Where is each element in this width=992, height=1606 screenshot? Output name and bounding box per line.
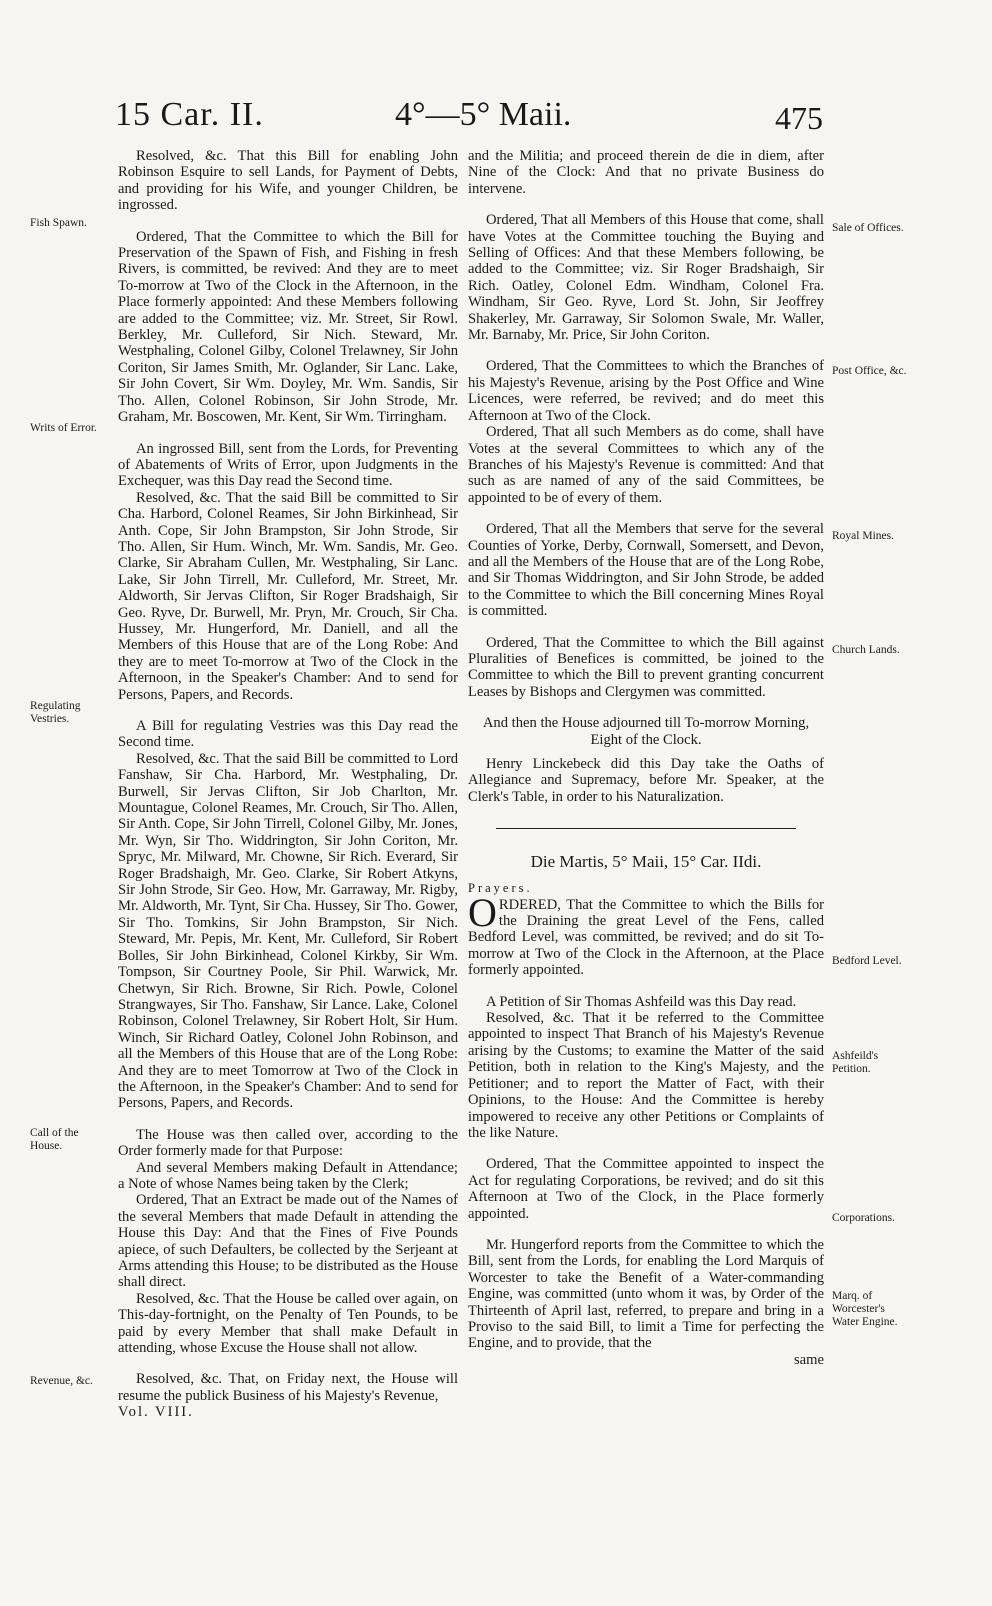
page-number: 475 bbox=[775, 100, 823, 136]
paragraph-text: RDERED, That the Committee to which the Bills for the Draining the great Level of the Fens, called Bedford Level, was committed, be revived; and do sit To-morrow at Two of the Clock in the Afternoon, at the Place formerly appointed. bbox=[468, 896, 824, 979]
paragraph: And several Members making Default in Attendance; a Note of whose Names being taken by the Clerk; bbox=[118, 1159, 458, 1192]
margin-note: Corporations. bbox=[832, 1212, 895, 1224]
left-column bbox=[118, 148, 458, 1421]
paragraph: Resolved, &c. That the House be called over again, on This-day-fortnight, on the Penalty of Ten Pounds, to be paid by every Member that shall make Default in attending, whose Excuse the House shall not allow. bbox=[118, 1290, 458, 1357]
day-heading: Die Martis, 5° Maii, 15° Car. IIdi. bbox=[530, 852, 762, 872]
paragraph: Resolved, &c. That this Bill for enabling John Robinson Esquire to sell Lands, for Payment of Debts, and providing for his Wife, and younger Children, be ingrossed. bbox=[118, 148, 458, 214]
paragraph: Ordered, That the Committees to which the Branches of his Majesty's Revenue, arising by the Post Office and Wine Licences, were referred, be revived; and do meet this Afternoon at Two of the Clock. bbox=[468, 358, 824, 424]
paragraph: Ordered, That an Extract be made out of the Names of the several Members that made Default in attending the House this Day: And that the Fines of Five Pounds apiece, of such Defaulters, be collected by the Serjeant at Arms attending this House; to be distributed as the House shall direct. bbox=[118, 1192, 458, 1291]
paragraph: Ordered, That all Members of this House that come, shall have Votes at the Committee touching the Buying and Selling of Offices: And that these Members following, be added to the Committee; viz. Sir Roger Bradshaigh, Sir Rich. Oatley, Colonel Edm. Windham, Colonel Fra. Windham, Sir Geo. Ryve, Lord St. John, Sir Jeoffrey Shakerley, Mr. Garraway, Sir Solomon Swale, Mr. Waller, Mr. Barnaby, Mr. Price, Sir John Coriton. bbox=[468, 212, 824, 344]
paragraph: Resolved, &c. That the said Bill be committed to Sir Cha. Harbord, Colonel Reames, Sir John Birkinhead, Sir Anth. Cope, Sir John Brampston, Sir John Strode, Sir Tho. Allen, Sir Hum. Winch, Mr. Wm. Sandis, Mr. Geo. Clarke, Sir Abraham Cullen, Mr. Westphaling, Sir Lanc. Lake, Sir John Tirrell, Mr. Culleford, Mr. Street, Mr. Aldworth, Sir Jervas Clifton, Sir Roger Bradshaigh, Sir Geo. Ryve, Dr. Burwell, Mr. Pryn, Mr. Crouch, Sir Cha. Hussey, Mr. Hungerford, Mr. Daniell, and all the Members of this House that are of the Long Robe: And they are to meet To-morrow at Two of the Clock in the Afternoon, in the Speaker's Chamber: And to send for Persons, Papers, and Records. bbox=[118, 489, 458, 703]
margin-note: Revenue, &c. bbox=[30, 1375, 93, 1387]
header-regnal-year: 15 Car. II. bbox=[115, 96, 264, 133]
catchword: same bbox=[794, 1351, 824, 1368]
paragraph: Ordered, That all the Members that serve for the several Counties of Yorke, Derby, Cornwall, Somersett, and Devon, and all the Members of the House that are of the Long Robe, and Sir Thomas Widdrington, and Sir John Strode, be added to the Committee to which the Bill concerning Mines Royal is committed. bbox=[468, 521, 824, 620]
drop-cap: O bbox=[468, 889, 497, 935]
paragraph: Resolved, &c. That it be referred to the Committee appointed to inspect That Branch of his Majesty's Revenue arising by the Customs; to examine the Matter of the said Petition, both in relation to the King's Majesty, and the Petitioner; and to report the Matter of Fact, with their Opinions, to the House: And the Committee is hereby impowered to receive any other Petitions or Complaints of the like Nature. bbox=[468, 1010, 824, 1141]
margin-note: Marq. of Worcester's Water Engine. bbox=[832, 1290, 898, 1328]
margin-note: Bedford Level. bbox=[832, 955, 902, 967]
paragraph: Henry Linckebeck did this Day take the Oaths of Allegiance and Supremacy, before Mr. Speaker, at the Clerk's Table, in order to his Naturalization. bbox=[468, 756, 824, 805]
paragraph: Mr. Hungerford reports from the Committee to which the Bill, sent from the Lords, for enabling the Lord Marquis of Worcester to take the Benefit of a Water-commanding Engine, was committed (unto whom it was, by Order of the Thirteenth of April last, referred, to prepare and bring in a Proviso to the said Bill, to limit a Time for perfecting the Engine, and to provide, that the bbox=[468, 1236, 824, 1352]
margin-note: Sale of Offices. bbox=[832, 222, 904, 234]
paragraph: Resolved, &c. That the said Bill be committed to Lord Fanshaw, Sir Cha. Harbord, Mr. Westphaling, Dr. Burwell, Sir Jervas Clifton, Sir Job Charlton, Mr. Mountague, Colonel Reames, Mr. Crouch, Sir Tho. Allen, Sir Anth. Cope, Sir John Tirrell, Colonel Gilby, Mr. Jones, Mr. Wyn, Sir Tho. Widdrington, Sir John Coriton, Mr. Spryc, Mr. Milward, Mr. Chowne, Sir Rich. Everard, Sir Roger Bradshaigh, Mr. Geo. Clarke, Sir Robert Atkyns, Sir John Strode, Sir Geo. How, Mr. Garraway, Mr. Rigby, Mr. Aldworth, Mr. Tynt, Sir Cha. Hussey, Sir Tho. Gower, Sir Tho. Tomkins, Sir John Brampston, Sir Nich. Steward, Mr. Pepis, Mr. Kent, Mr. Culleford, Sir Robert Bolles, Sir John Birkinhead, Colonel Kirkby, Sir Wm. Tompson, Sir Courtney Poole, Sir Phil. Warwick, Mr. Chetwyn, Sir Rich. Browne, Sir Rich. Powle, Colonel Strangwayes, Sir Tho. Fanshaw, Sir Lance. Lake, Colonel Robinson, Colonel Trelawney, Sir Robert Holt, Sir Hum. Winch, Sir Richard Oatley, Colonel John Robinson, and all the Members of this House that are of the Long Robe: And they are to meet Tomorrow at Two of the Clock in the Afternoon, in the Speaker's Chamber: And to send for Persons, Papers, and Records. bbox=[118, 750, 459, 1112]
paragraph: An ingrossed Bill, sent from the Lords, for Preventing of Abatements of Writs of Error, upon Judgments in the Exchequer, was this Day read the Second time. bbox=[118, 440, 458, 490]
margin-note: Fish Spawn. bbox=[30, 217, 87, 229]
paragraph: A Petition of Sir Thomas Ashfeild was this Day read. bbox=[486, 993, 797, 1010]
prayers-label: Prayers. bbox=[468, 881, 533, 896]
paragraph: and the Militia; and proceed therein de die in diem, after Nine of the Clock: And that no private Business do intervene. bbox=[468, 148, 824, 197]
margin-note: Call of the House. bbox=[30, 1127, 79, 1152]
page-header bbox=[0, 96, 992, 146]
paragraph: Resolved, &c. That, on Friday next, the House will resume the publick Business of his Majesty's Revenue, bbox=[118, 1371, 458, 1404]
margin-note: Writs of Error. bbox=[30, 422, 97, 434]
paragraph: Ordered, That the Committee appointed to inspect the Act for regulating Corporations, be revived; and do sit this Afternoon at Two of the Clock, in the Place formerly appointed. bbox=[468, 1156, 824, 1222]
margin-note: Church Lands. bbox=[832, 644, 900, 656]
paragraph: Ordered, That the Committee to which the Bill against Pluralities of Benefices is committed, be joined to the Committee to which the Bill to prevent granting concurrent Leases by Bishops and Clergymen was committed. bbox=[468, 634, 824, 700]
margin-note: Post Office, &c. bbox=[832, 365, 907, 377]
margin-note: Royal Mines. bbox=[832, 530, 894, 542]
right-column bbox=[468, 148, 824, 1368]
paragraph bbox=[468, 889, 824, 979]
margin-note: Ashfeild's Petition. bbox=[832, 1050, 879, 1075]
header-date: 4°—5° Maii. bbox=[395, 96, 572, 133]
volume-label: Vol. VIII. bbox=[118, 1404, 194, 1421]
paragraph: The House was then called over, according to the Order formerly made for that Purpose: bbox=[118, 1126, 458, 1160]
paragraph: Ordered, That the Committee to which the Bill for Preservation of the Spawn of Fish, and Fishing in fresh Rivers, is committed, be revived: And they are to meet To-morrow at Two of the Clock in the Afternoon, in the Place formerly appointed: And these Members following are added to the Committee; viz. Mr. Street, Sir Rowl. Berkley, Mr. Culleford, Sir Nich. Steward, Mr. Westphaling, Colonel Gilby, Colonel Trelawney, Sir John Coriton, Sir James Smith, Mr. Oglander, Sir Lanc. Lake, Sir John Covert, Sir Wm. Doyley, Mr. Wm. Sandis, Sir Tho. Allen, Colonel Robinson, Sir John Strode, Mr. Graham, Mr. Boscowen, Mr. Kent, Sir Wm. Tirringham. bbox=[118, 228, 458, 426]
paragraph: Ordered, That all such Members as do come, shall have Votes at the several Committees to which any of the Branches of his Majesty's Revenue is committed: And that such as are named of any of the said Committees, be appointed to be of every of them. bbox=[468, 424, 824, 506]
adjournment-note: And then the House adjourned till To-morrow Morning, Eight of the Clock. bbox=[482, 715, 810, 748]
paragraph: A Bill for regulating Vestries was this Day read the Second time. bbox=[118, 718, 458, 751]
margin-note: Regulating Vestries. bbox=[30, 700, 81, 725]
